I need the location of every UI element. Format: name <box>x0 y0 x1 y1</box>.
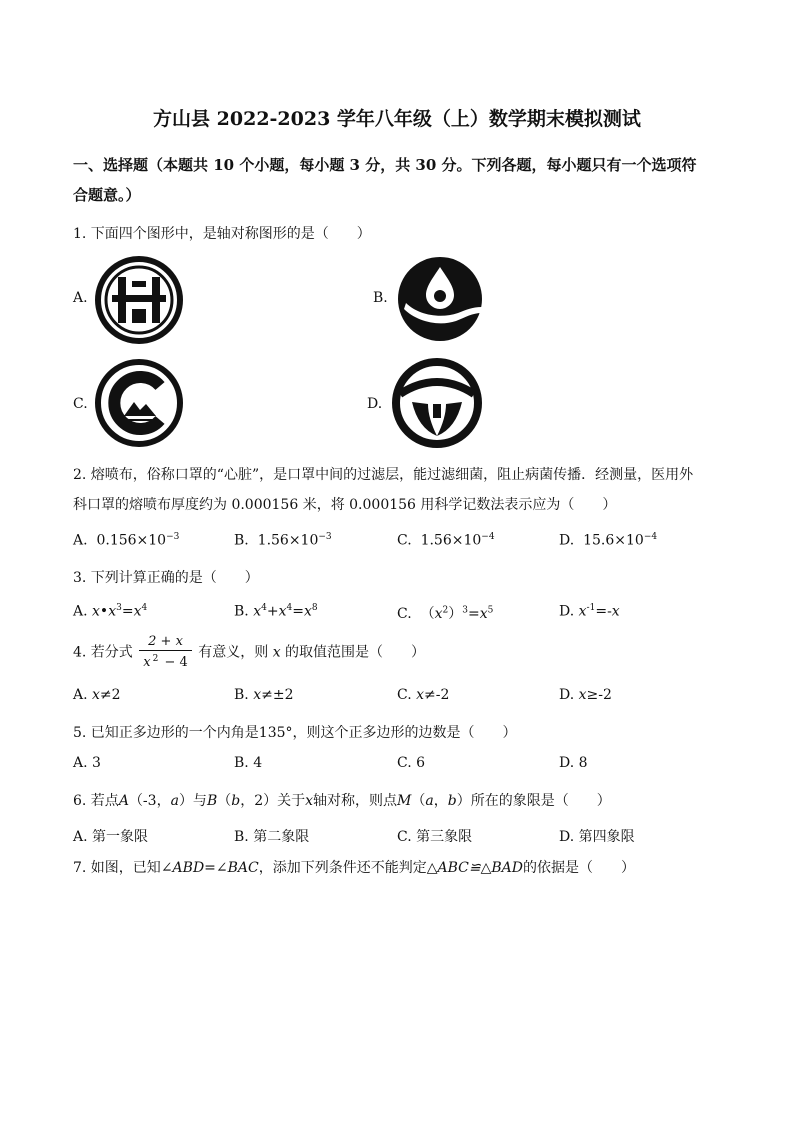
arc-leaf-logo-icon <box>390 356 484 450</box>
question-2-line-2: 科口罩的熔喷布厚度约为 0.000156 米，将 0.000156 用科学记数法表示应为（ ） <box>73 497 617 513</box>
q1-option-c-label: C. <box>73 396 88 412</box>
question-7-stem: 7. 如图，已知∠ABD=∠BAC，添加下列条件还不能判定△ABC≌△BAD的依据是（ ） <box>73 860 636 876</box>
q3-option-c: C. $(x^2)^3=x^5$ <box>397 605 494 622</box>
q5-option-b: B. 4 <box>234 755 263 771</box>
q1-option-d-label: D. <box>367 396 383 412</box>
mountain-c-logo-icon <box>94 358 184 448</box>
q2-option-d: D. $15.6\times 10^{-4}$ <box>559 532 658 549</box>
q2-option-b: B. $1.56\times 10^{-3}$ <box>234 532 332 549</box>
question-5-stem: 5. 已知正多边形的一个内角是135°，则这个正多边形的边数是（ ） <box>73 725 517 741</box>
q5-option-d: D. 8 <box>559 755 588 771</box>
q6-option-b: B. 第二象限 <box>234 829 310 845</box>
q2-option-c: C. $1.56\times 10^{-4}$ <box>397 532 495 549</box>
question-2-line-1: 2. 熔喷布，俗称口罩的“心脏”，是口罩中间的过滤层，能过滤细菌，阻止病菌传播．经测量，医用外 <box>73 467 694 483</box>
q2-option-a: A. $0.156\times 10^{-3}$ <box>73 532 180 549</box>
question-6-stem: 6. 若点A（-3，a）与B（b，2）关于x轴对称，则点M（a，b）所在的象限是（ ） <box>73 793 611 809</box>
q6-option-d: D. 第四象限 <box>559 829 635 845</box>
fraction: $\frac{2 + x}{x ^2 - 4}$ <box>139 634 192 671</box>
question-3-stem: 3. 下列计算正确的是（ ） <box>73 570 259 586</box>
q5-option-a: A. 3 <box>73 755 101 771</box>
q4-option-a: A. x≠2 <box>73 687 121 703</box>
q6-option-a: A. 第一象限 <box>73 829 149 845</box>
question-1-stem: 1. 下面四个图形中，是轴对称图形的是（ ） <box>73 226 371 242</box>
q4-option-d: D. x≥-2 <box>559 687 612 703</box>
q3-option-b: B. $x^4+x^4=x^8$ <box>234 603 318 620</box>
q6-option-c: C. 第三象限 <box>397 829 473 845</box>
section-heading: 一、选择题（本题共 10 个小题，每小题 3 分，共 30 分。下列各题，每小题只有一个选项符 <box>73 156 697 174</box>
water-drop-logo-icon <box>396 255 484 343</box>
q3-option-a: A. $x•x^3=x^4$ <box>73 603 148 620</box>
q5-option-c: C. 6 <box>397 755 426 771</box>
q4-option-b: B. x≠±2 <box>234 687 294 703</box>
q1-option-b-label: B. <box>373 290 388 306</box>
section-heading-continued: 合题意。） <box>73 186 141 204</box>
q4-option-c: C. x≠-2 <box>397 687 450 703</box>
q1-option-a-label: A. <box>73 290 88 306</box>
page-title: 方山县 2022-2023 学年八年级（上）数学期末模拟测试 <box>153 108 641 130</box>
question-4-stem: 4. 若分式 $\frac{2 + x}{x ^2 - 4}$ 有意义，则 x 的取值范围是（ ） <box>73 634 426 671</box>
circle-h-logo-icon <box>94 255 184 345</box>
q3-option-d: D. $x^{-1}=-x$ <box>559 603 620 620</box>
